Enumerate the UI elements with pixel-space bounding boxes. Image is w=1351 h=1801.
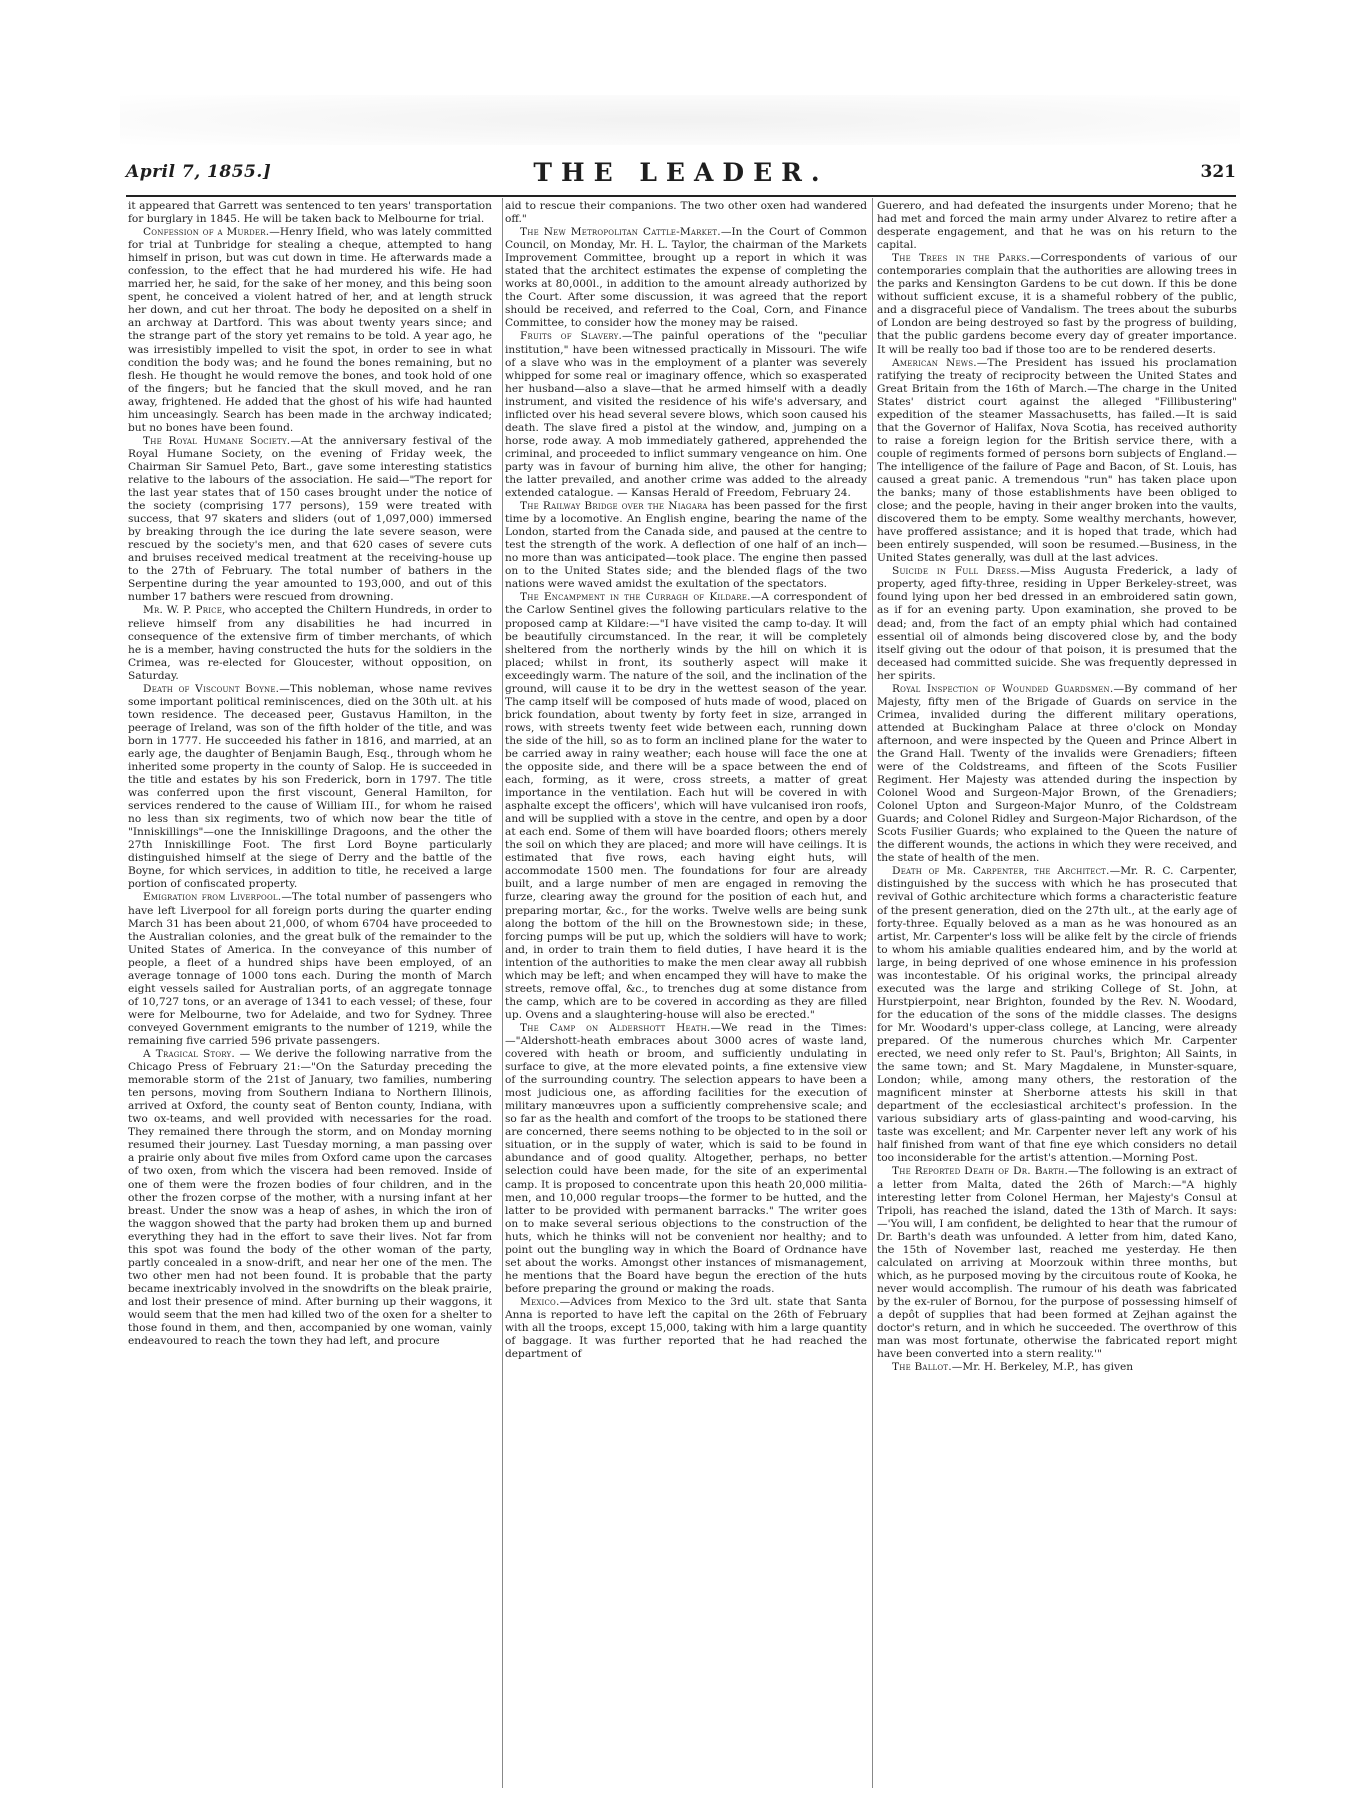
header-rule	[126, 195, 1236, 197]
column-2	[505, 200, 867, 1790]
article-text: — We derive the following narrative from the Chicago Press of February 21:—"On the Saturday preceding the memorable storm of the 21st of January, two families, numbering ten persons, moving from Southern Indiana to Northern Illinois, arrived at Oxford, the county seat of Benton county, Indiana, with two ox-teams, and well provided with necessaries for the road. They remained there through the storm, and on Monday morning resumed their journey. Last Tuesday morning, a man passing over a prairie only about five miles from Oxford came upon the carcases of two oxen, from which the viscera had been removed. Inside of one of them were the frozen bodies of four children, and in the other the frozen corpse of the mother, with a nursing infant at her breast. Under the snow was a heap of ashes, in which the iron of the waggon showed that the party had broken them up and burned everything they had in the effort to save their lives. Not far from this spot was found the body of the other woman of the party, partly concealed in a snow-drift, and near her one of the men. The two other men had not been found. It is probable that the party became inextricably involved in the snowdrifts on the bleak prairie, and lost their presence of mind. After burning up their waggons, it would seem that the men had killed two of the oxen for a shelter to those found in them, and then, accompanied by one woman, vainly endeavoured to reach the town they had left, and procure	[128, 1048, 492, 1348]
masthead-title: THE LEADER.	[533, 158, 829, 187]
article-heading: A Tragical Story.	[143, 1048, 235, 1061]
article-paragraph	[877, 865, 1237, 1165]
article-paragraph	[505, 1022, 867, 1296]
article-text: —The total number of passengers who have left Liverpool for all foreign ports during the quarter ending March 31 has been about 21,000, of whom 6704 have proceeded to the Australian colonies, and the great bulk of the remainder to the United States of America. In the conveyance of this number of people, a fleet of a hundred ships have been employed, of an average tonnage of 1000 tons each. During the month of March eight vessels sailed for Australian ports, of an aggregate tonnage of 10,727 tons, or an average of 1341 to each vessel; of these, four were for Melbourne, two for Adelaide, and two for Sydney. Three conveyed Government emigrants to the number of 1219, while the remaining five carried 596 private passengers.	[128, 891, 492, 1047]
article-paragraph	[505, 591, 867, 1022]
article-paragraph	[877, 200, 1237, 252]
article-text: —In the Court of Common Council, on Monday, Mr. H. L. Taylor, the chairman of the Markets Improvement Committee, brought up a report in which it was stated that the architect estimates the expense of completing the works at 80,000l., in addition to the amount already authorized by the Court. After some discussion, it was agreed that the report should be received, and referred to the Coal, Corn, and Finance Committee, to consider how the money may be raised.	[505, 226, 867, 330]
article-paragraph	[505, 226, 867, 330]
article-text: aid to rescue their companions. The two other oxen had wandered off."	[505, 200, 867, 226]
page-header	[126, 158, 1236, 192]
column-rule	[872, 198, 873, 1788]
article-paragraph	[505, 500, 867, 591]
article-paragraph	[128, 891, 492, 1048]
article-text: —Mr. R. C. Carpenter, distinguished by the success with which he has prosecuted that revival of Gothic architecture which forms a characteristic feature of the present generation, died on the 27th ult., at the early age of forty-three. Equally beloved as a man as he was honoured as an artist, Mr. Carpenter's loss will be alike felt by the circle of friends to whom his amiable qualities endeared him, and by the world at large, in being deprived of one whose eminence in his profession was incontestable. Of his original works, the principal already executed was the large and striking College of St. John, at Hurstpierpoint, near Brighton, founded by the Rev. N. Woodard, for the education of the sons of the middle classes. The designs for Mr. Woodard's upper-class college, at Lancing, were already prepared. Of the numerous churches which Mr. Carpenter erected, we need only refer to St. Paul's, Brighton; All Saints, in the same town; and St. Mary Magdalene, in Munster-square, London; while, among many others, the restoration of the magnificent minster at Sherborne attests his skill in that department of the ecclesiastical architect's profession. In the various subsidiary arts of glass-painting and wood-carving, his taste was excellent; and Mr. Carpenter never left any work of his half finished from want of that fine eye which considers no detail too inconsiderable for the artist's attention.—Morning Post.	[877, 865, 1237, 1165]
article-text: —The painful operations of the "peculiar institution," have been witnessed practically in Missouri. The wife of a slave who was in the employment of a planter was severely whipped for some real or imaginary offence, which so exasperated her husband—also a slave—that he armed himself with a deadly instrument, and visited the residence of his wife's adversary, and inflicted over his head several severe blows, which soon caused his death. The slave fired a pistol at the window, and, jumping on a horse, rode away. A mob immediately gathered, apprehended the criminal, and proceeded to inflict summary vengeance on him. One party was in favour of burning him alive, the other for hanging; the latter prevailed, and another crime was added to the already extended catalogue. — Kansas Herald of Freedom, February 24.	[505, 330, 867, 500]
article-paragraph	[877, 683, 1237, 866]
article-text: —We read in the Times:—"Aldershott-heath embraces about 3000 acres of waste land, covered with heath or broom, and sufficiently undulating in surface to give, at the more elevated points, a fine extensive view of the surrounding country. The selection appears to have been a most judicious one, as affording facilities for the execution of military manœuvres upon a sufficiently comprehensive scale; and so far as the health and comfort of the troops to be stationed there are concerned, there seems nothing to be objected to in the soil or situation, or in the supply of water, which is said to be found in abundance and of good quality. Altogether, perhaps, no better selection could have been made, for the site of an experimental camp. It is proposed to concentrate upon this heath 20,000 militia-men, and 10,000 regular troops—the former to be hutted, and the latter to be provided with permanent barracks." The writer goes on to make several serious objections to the construction of the huts, which he thinks will not be convenient nor healthy; and to point out the bungling way in which the Board of Ordnance have set about the works. Amongst other instances of mismanagement, he mentions that the Board have begun the erection of the huts before preparing the ground or making the roads.	[505, 1021, 867, 1295]
article-heading: Mexico.	[520, 1295, 560, 1308]
article-paragraph	[128, 604, 492, 682]
article-paragraph	[505, 1296, 867, 1361]
article-text: —The President has issued his proclamation ratifying the treaty of reciprocity between the United States and Great Britain from the 16th of March.—The charge in the United States' district court against the alleged "Fillibustering" expedition of the steamer Massachusetts, has failed.—It is said that the Governor of Halifax, Nova Scotia, has received authority to raise a foreign legion for the British service there, with a couple of regiments formed of persons born subjects of England.—The intelligence of the failure of Page and Bacon, of St. Louis, has caused a great panic. A tremendous "run" has taken place upon the banks; many of those establishments have been obliged to close; and the people, having in their anger broken into the vaults, discovered them to be empty. Some wealthy merchants, however, have proffered assistance; and it is hoped that trade, which had been entirely suspended, will soon be resumed.—Business, in the United States generally, was dull at the last advices.	[877, 356, 1237, 565]
article-paragraph	[128, 1048, 492, 1348]
article-paragraph	[877, 565, 1237, 682]
article-text: —At the anniversary festival of the Royal Humane Society, on the evening of Friday week, the Chairman Sir Samuel Peto, Bart., gave some interesting statistics relative to the labours of the association. He said—"The report for the last year states that of 150 cases brought under the notice of the society (comprising 177 persons), 159 were treated with success, that 97 skaters and sliders (out of 1,097,000) immersed by breaking through the ice during the late severe season, were rescued by the society's men, and that 620 cases of severe cuts and bruises received medical treatment at the receiving-house up to the 27th of February. The total number of bathers in the Serpentine during the year amounted to 193,000, and out of this number 17 bathers were rescued from drowning.	[128, 434, 492, 604]
article-paragraph	[128, 200, 492, 226]
article-heading: The Royal Humane Society.	[143, 434, 291, 447]
article-text: it appeared that Garrett was sentenced to ten years' transportation for burglary in 1845. He will be taken back to Melbourne for trial.	[128, 200, 492, 226]
article-text: —The following is an extract of a letter from Malta, dated the 26th of March:—"A highly interesting letter from Colonel Herman, her Majesty's Consul at Tripoli, has reached the island, dated the 13th of March. It says: —'You will, I am confident, be delighted to hear that the rumour of Dr. Barth's death was unfounded. A letter from him, dated Kano, the 15th of November last, reached me yesterday. He then calculated on arriving at Moorzouk within three months, but which, as he purposed moving by the circuitous route of Kooka, he never would accomplish. The rumour of his death was fabricated by the ex-ruler of Bornou, for the purpose of possessing himself of a depôt of supplies that had been formed at Zejhan against the doctor's return, and in which he succeeded. The overthrow of this man was most fortunate, otherwise the fabricated report might have been converted into a stern reality.'"	[877, 1165, 1237, 1361]
article-text: —Advices from Mexico to the 3rd ult. state that Santa Anna is reported to have left the capital on the 26th of February with all the troops, except 15,000, taking with him a large quantity of baggage. It was further reported that he had reached the department of	[505, 1295, 867, 1361]
article-heading: Mr. W. P. Price,	[143, 604, 226, 617]
article-heading: The Reported Death of Dr. Barth.	[892, 1165, 1069, 1178]
column-1	[128, 200, 492, 1790]
article-text: who accepted the Chiltern Hundreds, in order to relieve himself from any disabilities he had incurred in consequence of the extensive firm of timber merchants, of which he is a member, having constructed the huts for the soldiers in the Crimea, was re-elected for Gloucester, without opposition, on Saturday.	[128, 604, 492, 682]
article-text: Guerero, and had defeated the insurgents under Moreno; that he had met and forced the main army under Alvarez to retire after a desperate engagement, and that he was on his return to the capital.	[877, 200, 1237, 252]
article-text: —Henry Ifield, who was lately committed for trial at Tunbridge for stealing a cheque, attempted to hang himself in prison, but was cut down in time. He afterwards made a confession, to the effect that he had murdered his wife. He had married her, he said, for the sake of her money, and this being soon spent, he conceived a violent hatred of her, and at length struck her down, and cut her throat. The body he deposited on a shelf in an archway at Dartford. This was about twenty years since; and the strange part of the story yet remains to be told. A year ago, he was irresistibly impelled to visit the spot, in order to see in what condition the body was; and he found the bones remaining, but no flesh. He thought he would remove the bones, and took hold of one of the fingers; but he fancied that the skull moved, and he ran away, frightened. He added that the ghost of his wife had haunted him unceasingly. Search has been made in the archway indicated; but no bones have been found.	[128, 226, 492, 434]
article-heading: The Trees in the Parks.	[892, 252, 1031, 265]
article-paragraph	[877, 1361, 1237, 1374]
article-heading: The Camp on Aldershott Heath.	[520, 1021, 711, 1034]
article-text: —Miss Augusta Frederick, a lady of property, aged fifty-three, residing in Upper Berkeley-street, was found lying upon her bed dressed in an embroidered satin gown, as if for an evening party. Upon examination, she proved to be dead; and, from the fact of an empty phial which had contained essential oil of almonds being discovered close by, and the body itself giving out the odour of that poison, it is presumed that the deceased had committed suicide. She was frequently depressed in her spirits.	[877, 565, 1237, 682]
column-rule	[502, 198, 503, 1788]
article-text: —Mr. H. Berkeley, M.P., has given	[951, 1361, 1134, 1374]
article-text: —By command of her Majesty, fifty men of the Brigade of Guards on service in the Crimea, invalided during the different military operations, attended at Buckingham Palace at three o'clock on Monday afternoon, and were inspected by the Queen and Prince Albert in the Grand Hall. Twenty of the invalids were Grenadiers; fifteen were of the Coldstreams, and fifteen of the Scots Fusilier Regiment. Her Majesty was attended during the inspection by Colonel Wood and Surgeon-Major Brown, of the Grenadiers; Colonel Upton and Surgeon-Major Munro, of the Coldstream Guards; and Colonel Ridley and Surgeon-Major Richardson, of the Scots Fusilier Guards; who explained to the Queen the nature of the different wounds, the actions in which they were received, and the state of health of the men.	[877, 682, 1237, 865]
article-heading: The Railway Bridge over the Niagara	[520, 500, 708, 513]
article-heading: Suicide in Full Dress.	[892, 565, 1020, 578]
article-paragraph	[877, 1165, 1237, 1361]
scan-smudge	[120, 95, 1240, 145]
article-heading: The New Metropolitan Cattle-Market.	[520, 226, 721, 239]
article-heading: The Ballot.	[892, 1361, 952, 1374]
article-heading: Confession of a Murder.	[143, 226, 270, 239]
article-heading: Emigration from Liverpool.	[143, 891, 282, 904]
page-number: 321	[1200, 162, 1236, 182]
article-text: —Correspondents of various of our contemporaries complain that the authorities are allowing trees in the parks and Kensington Gardens to be cut down. If this be done without sufficient excuse, it is a shameful robbery of the public, and a disgraceful piece of Vandalism. The trees about the suburbs of London are being destroyed so fast by the progress of building, that the public gardens become every day of greater importance. It will be really too bad if those too are to be rendered deserts.	[877, 252, 1237, 356]
article-heading: Royal Inspection of Wounded Guardsmen.	[892, 682, 1114, 695]
article-paragraph	[877, 252, 1237, 356]
article-paragraph	[128, 683, 492, 892]
article-paragraph	[877, 357, 1237, 566]
article-heading: Death of Viscount Boyne.	[143, 682, 280, 695]
article-paragraph	[505, 330, 867, 500]
column-3	[877, 200, 1237, 1790]
article-heading: Fruits of Slavery.	[520, 330, 623, 343]
article-text: —This nobleman, whose name revives some important political reminiscences, died on the 30th ult. at his town residence. The deceased peer, Gustavus Hamilton, in the peerage of Ireland, was son of the fifth holder of the title, and was born in 1777. He succeeded his father in 1816, and married, at an early age, the daughter of Benjamin Baugh, Esq., through whom he inherited some property in the county of Salop. He is succeeded in the title and estates by his son Frederick, born in 1797. The title was conferred upon the first viscount, General Hamilton, for services rendered to the cause of William III., for whom he raised no less than six regiments, two of which now bear the title of "Inniskillings"—one the Inniskillinge Dragoons, and the other the 27th Inniskillinge Foot. The first Lord Boyne particularly distinguished himself at the siege of Derry and the battle of the Boyne, for which services, in addition to title, he received a large portion of confiscated property.	[128, 682, 492, 891]
article-paragraph	[128, 435, 492, 605]
article-text: has been passed for the first time by a locomotive. An English engine, bearing the name of the London, started from the Canada side, and paused at the centre to test the strength of the work. A deflection of one half of an inch—no more than was anticipated—took place. The engine then passed on to the United States side; and the blended flags of the two nations were waved amidst the exultation of the spectators.	[505, 500, 867, 591]
article-paragraph	[128, 226, 492, 435]
article-text: —A correspondent of the Carlow Sentinel gives the following particulars relative to the proposed camp at Kildare:—"I have visited the camp to-day. It will be beautifully circumstanced. In the rear, it will be completely sheltered from the northerly winds by the hill on which it is placed; whilst in front, its southerly aspect will make it exceedingly warm. The nature of the soil, and the inclination of the ground, will cause it to be dry in the wettest season of the year. The camp itself will be composed of huts made of wood, placed on brick foundation, about twenty by forty feet in size, arranged in rows, with streets twenty feet wide between each, running down the side of the hill, so as to form an inclined plane for the water to be carried away in rainy weather; each house will face the one at the opposite side, and there will be a space between the end of each, forming, as it were, cross streets, a matter of great importance in the ventilation. Each hut will be covered in with asphalte except the officers', which will have vulcanised iron roofs, and will be supplied with a stove in the centre, and open by a door at each end. Some of them will have boarded floors; others merely the soil on which they are placed; and more will have ceilings. It is estimated that five rows, each having eight huts, will accommodate 1500 men. The foundations for four are already built, and a large number of men are engaged in removing the furze, clearing away the ground for the position of each hut, and preparing mortar, &c., for the works. Twelve wells are being sunk along the bottom of the hill on the Brownestown side; in these, forcing pumps will be put up, which the soldiers will have to work; and, in order to train them to field duties, I have heard it is the intention of the authorities to make the men clear away all rubbish which may be left; and when encamped they will have to make the streets, remove offal, &c., to trenches dug at some distance from the camp, which are to be covered in according as they are filled up. Ovens and a slaughtering-house will also be erected."	[505, 591, 867, 1021]
article-heading: American News.	[892, 356, 977, 369]
issue-date: April 7, 1855.]	[126, 162, 272, 182]
article-heading: Death of Mr. Carpenter, the Architect.	[892, 865, 1110, 878]
article-paragraph	[505, 200, 867, 226]
article-heading: The Encampment in the Curragh of Kildare.	[520, 591, 751, 604]
